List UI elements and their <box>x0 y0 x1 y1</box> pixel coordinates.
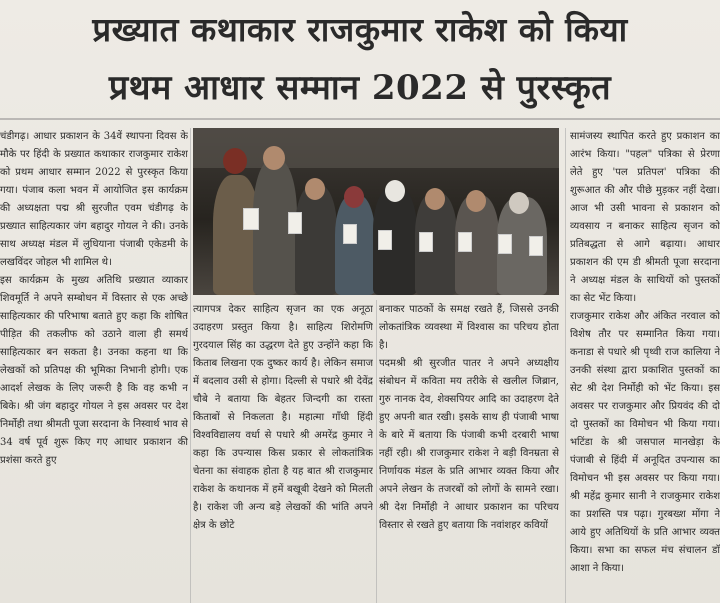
award-ceremony-photo <box>193 128 559 295</box>
photo-person-head <box>223 148 247 174</box>
column-4-paragraph-1: सामंजस्य स्थापित करते हुए प्रकाशन का आरंभ किया। "पहल" पत्रिका से प्रेरणा लेते हुए 'पल प्रतिपल' पत्रिका की शुरूआत की और पीछे मुड़कर नहीं देखा। आज भी उसी भावना से प्रकाशन को व्यवसाय न बनाकर साहित्य सृजन को प्रतिबद्धता से आगे बढ़ाया। आधार प्रकाशन की एम डी श्रीमती पूजा सरदाना ने अध्यक्ष मंडल के साथियों को पुस्तकों का सेट भेंट किया। <box>570 131 720 304</box>
column-4-paragraph-2: राजकुमार राकेश और अंकित नरवाल को विशेष तौर पर सम्मानित किया गया। कनाडा से पधारे श्री पृथ्वी राज कालिया ने उनकी संस्था द्वारा प्रकाशित पुस्तकों का सेट श्री देश निर्मोही को भेंट किया। इस अवसर पर राजकुमार और प्रियवंद की दो दो पुस्तकों का विमोचन भी किया गया। भटिंडा के श्री जसपाल मानखेड़ा के पंजाबी से हिंदी में अनूदित उपन्यास का विमोचन भी इस अवसर पर किया गया। श्री महेंद्र कुमार सानी ने राजकुमार राकेश का प्रशस्ति पत्र पढ़ा। गुरबख्श मोंगा ने आये हुए अतिथियों के प्रति आभार व्यक्त किया। सभा का सफल मंच संचालन डॉ आशा ने किया। <box>570 311 720 574</box>
photo-person-head <box>466 190 486 212</box>
photo-person <box>335 195 375 295</box>
photo-book <box>498 234 512 254</box>
column-divider <box>376 300 377 603</box>
photo-person-head <box>344 186 364 208</box>
photo-person-head <box>263 146 285 170</box>
photo-background-wall <box>193 128 559 168</box>
column-3-paragraph-1: बनाकर पाठकों के समक्ष रखते हैं, जिससे उनकी लोकतांत्रिक व्यवस्था में विश्वास का परिचय होता है। <box>379 304 559 351</box>
photo-book <box>378 230 392 250</box>
column-divider <box>190 128 191 603</box>
photo-book <box>343 224 357 244</box>
article-column-4 <box>570 128 720 603</box>
photo-book <box>529 236 543 256</box>
photo-book <box>458 232 472 252</box>
column-3-paragraph-2: पदमश्री श्री सुरजीत पातर ने अपने अध्यक्षीय संबोधन में कविता मय तरीके से खलील जिब्रान, गुरु नानक देव, शेक्सपियर आदि का उदाहरण देते हुए अपनी बात रखी। इसके साथ ही पंजाबी भाषा के बारे में बताया कि पंजाबी कभी दरबारी भाषा नहीं रही। श्री राजकुमार राकेश ने बड़ी विनम्रता से निर्णायक मंडल के प्रति आभार व्यक्त किया और अपने लेखन के तजरबों को लोगों के सामने रखा। श्री देश निर्मोही ने आधार प्रकाशन का परिचय विस्तार से रखते हुए बताया कि नवांशहर कवियों <box>379 358 559 531</box>
photo-book <box>243 208 259 230</box>
photo-book <box>288 212 302 234</box>
article-column-2 <box>193 301 373 603</box>
column-divider <box>565 128 566 603</box>
headline-line-2: प्रथम आधार सम्मान 2022 से पुरस्कृत <box>108 68 612 108</box>
article-column-3 <box>379 301 559 603</box>
photo-book <box>419 232 433 252</box>
headline-line-1: प्रख्यात कथाकार राजकुमार राकेश को किया <box>92 10 628 49</box>
column-1-paragraph-2: इस कार्यक्रम के मुख्य अतिथि प्रख्यात व्याकार शिवमूर्ति ने अपने सम्बोधन में विस्तार से एक अच्छे साहित्यकार की परिभाषा बताते हुए कहा कि शोषित पीड़ित की तकलीफ को उठाने वाला ही समर्थ साहित्यकार बन सकता है। उनका कहना था कि लेखकों को प्रतिपक्ष की भूमिका निभानी होगी। एक आदर्श लेखक के लिए जरूरी है कि वह कभी न बिके। श्री जंग बहादुर गोयल ने इस अवसर पर देश निर्मोही तथा श्रीमती पूजा सरदाना के निस्वार्थ भाव से 34 वर्ष पूर्व शुरू किए गए आधार प्रकाशन की प्रशंसा करते हुए <box>0 275 188 466</box>
column-2-paragraph-1: त्यागपत्र देकर साहित्य सृजन का एक अनूठा उदाहरण प्रस्तुत किया है। साहित्य शिरोमणि गुरदयाल सिंह का उद्धरण देते हुए उन्होंने कहा कि किताब लिखना एक दुष्कर कार्य है। लेकिन समाज में बदलाव उसी से होगा। दिल्ली से पधारे श्री देवेंद्र चौबे ने बताया कि बेहतर जिन्दगी का रास्ता किताबों से निकलता है। महात्मा गाँधी हिंदी विश्वविद्यालय वर्धा से पधारे श्री अमरेंद्र कुमार ने कहा कि उपन्यास किस प्रकार से लोकतांत्रिक चेतना का संवाहक होता है यह बात श्री राजकुमार राकेश के कथानक में हमें बखूबी देखने को मिलती है। राकेश जी अन्य बड़े लेखकों की भांति अपने क्षेत्र के छोटे <box>193 304 373 531</box>
photo-person-head <box>385 180 405 202</box>
column-1-paragraph-1: चंडीगढ़। आधार प्रकाशन के 34वें स्थापना दिवस के मौके पर हिंदी के प्रख्यात कथाकार राजकुमार राकेश को प्रथम आधार सम्मान 2022 से पुरस्कृत किया गया। पंजाब कला भवन में आयोजित इस कार्यक्रम की अध्यक्षता पद्म श्री सुरजीत एवम चंडीगढ़ के प्रख्यात साहित्यकार जंग बहादुर गोयल ने की। उनके साथ अध्यक्ष मंडल में लुधियाना पंजाबी एकेडमी के लखविंदर जोहल भी शामिल थे। <box>0 131 188 268</box>
photo-person-head <box>425 188 445 210</box>
photo-person <box>295 185 337 295</box>
photo-person-head <box>509 192 529 214</box>
article-column-1 <box>0 128 188 603</box>
photo-person-head <box>305 178 325 200</box>
headline-divider <box>0 118 720 120</box>
